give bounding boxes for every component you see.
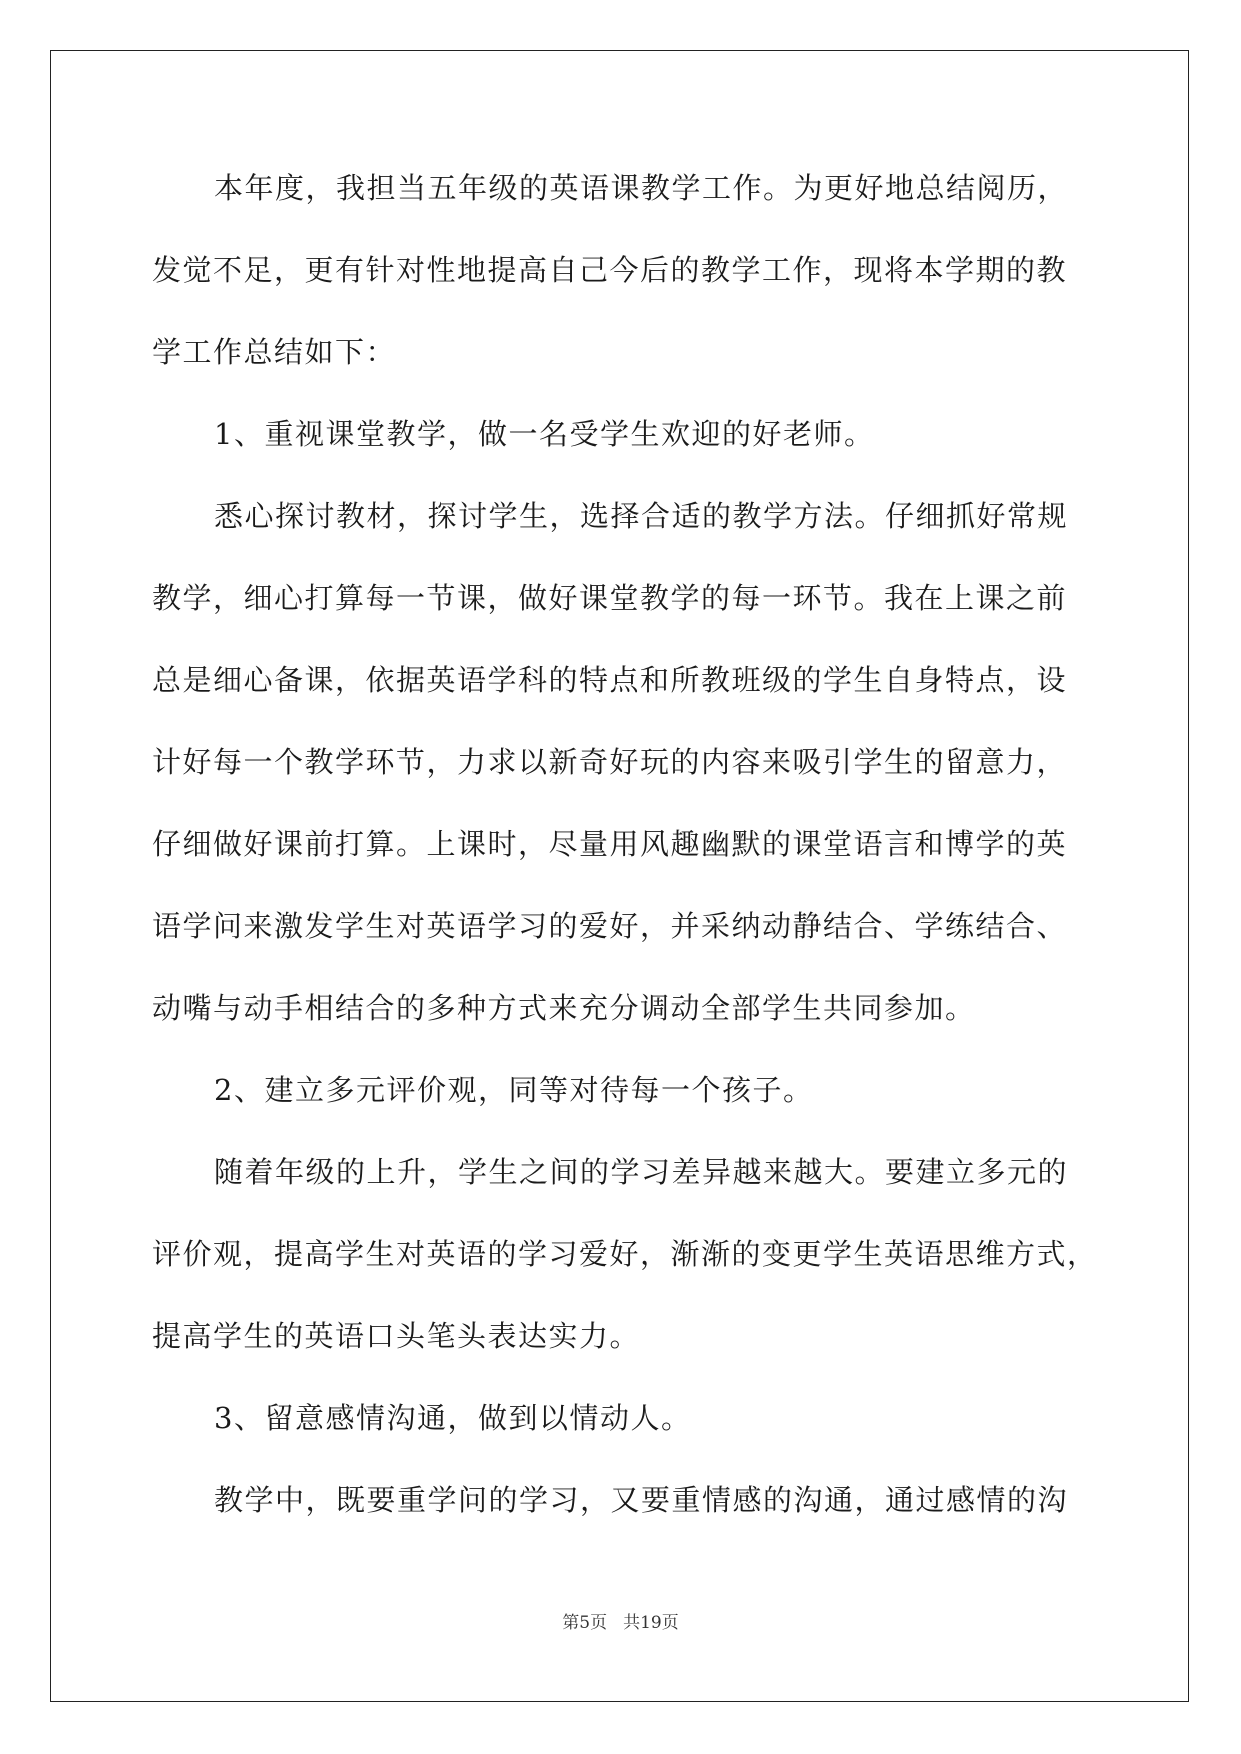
text-line: 语学问来激发学生对英语学习的爱好，并采纳动静结合、学练结合、 xyxy=(152,909,1068,943)
text-line: 悉心探讨教材，探讨学生，选择合适的教学方法。仔细抓好常规 xyxy=(214,499,1069,533)
text-line: 计好每一个教学环节，力求以新奇好玩的内容来吸引学生的留意力， xyxy=(152,745,1068,779)
document-body xyxy=(152,163,1098,1557)
section-heading: 1、重视课堂教学，做一名受学生欢迎的好老师。 xyxy=(214,417,875,451)
page-number: 第5页 xyxy=(562,1613,608,1633)
text-line: 学工作总结如下： xyxy=(152,335,397,369)
section-heading: 3、留意感情沟通，做到以情动人。 xyxy=(214,1401,692,1435)
text-line: 动嘴与动手相结合的多种方式来充分调动全部学生共同参加。 xyxy=(152,991,976,1025)
text-line: 随着年级的上升，学生之间的学习差异越来越大。要建立多元的 xyxy=(214,1155,1069,1189)
text-line: 提高学生的英语口头笔头表达实力。 xyxy=(152,1319,641,1353)
text-line: 总是细心备课，依据英语学科的特点和所教班级的学生自身特点，设 xyxy=(152,663,1068,697)
text-line: 发觉不足，更有针对性地提高自己今后的教学工作，现将本学期的教 xyxy=(152,253,1068,287)
text-line: 仔细做好课前打算。上课时，尽量用风趣幽默的课堂语言和博学的英 xyxy=(152,827,1068,861)
page-total: 共19页 xyxy=(623,1613,679,1633)
text-line: 评价观，提高学生对英语的学习爱好，渐渐的变更学生英语思维方式， xyxy=(152,1237,1098,1271)
section-heading: 2、建立多元评价观，同等对待每一个孩子。 xyxy=(214,1073,814,1107)
text-line: 教学，细心打算每一节课，做好课堂教学的每一环节。我在上课之前 xyxy=(152,581,1068,615)
page-footer xyxy=(0,1608,1241,1633)
text-line: 本年度，我担当五年级的英语课教学工作。为更好地总结阅历， xyxy=(214,171,1069,205)
text-line: 教学中，既要重学问的学习，又要重情感的沟通，通过感情的沟 xyxy=(214,1483,1069,1517)
